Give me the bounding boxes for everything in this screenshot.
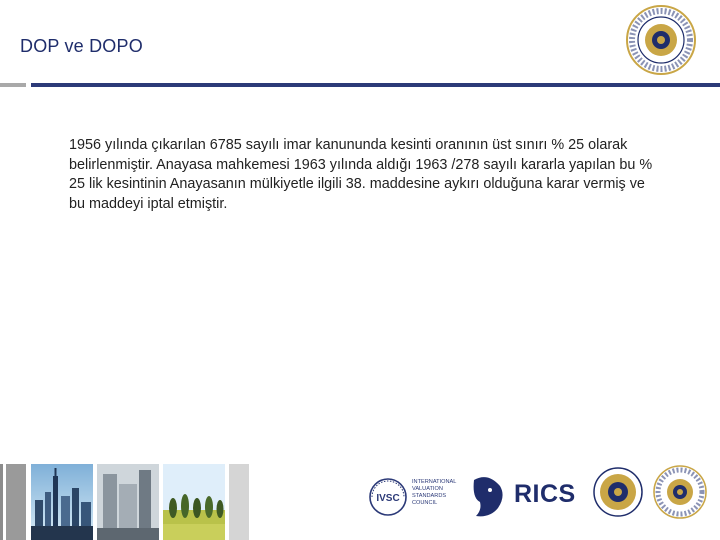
- landscape-photo: [163, 464, 225, 540]
- divider-main: [31, 83, 720, 87]
- gold-seal-icon: [592, 466, 644, 518]
- footer-edge: [0, 464, 3, 540]
- footer-grey-block: [6, 464, 26, 540]
- university-seal-small-icon: [652, 464, 708, 520]
- footer-light-block: [229, 464, 249, 540]
- ivsc-council-text: INTERNATIONAL VALUATION STANDARDS COUNCIL: [412, 479, 457, 506]
- divider-left: [0, 83, 26, 87]
- rics-label: RICS: [514, 480, 576, 508]
- ivsc-label: IVSC: [376, 493, 400, 504]
- city-photo-2: [97, 464, 159, 540]
- university-seal-icon: [625, 4, 697, 76]
- city-photo-1: [31, 464, 93, 540]
- body-paragraph: 1956 yılında çıkarılan 6785 sayılı imar kanununda kesinti oranının üst sınırı % 25 olarak belirlenmiştir. Anayasa mahkemesi 1963 yılında aldığı 1963 /278 sayılı kararla yapılan bu % 25 lik kesintinin Anayasanın mülkiyetle ilgili 38. maddesine aykırı olduğuna karar vermiş ve bu maddeyi iptal etmiştir.: [69, 137, 653, 212]
- page-title: DOP ve DOPO: [20, 36, 143, 56]
